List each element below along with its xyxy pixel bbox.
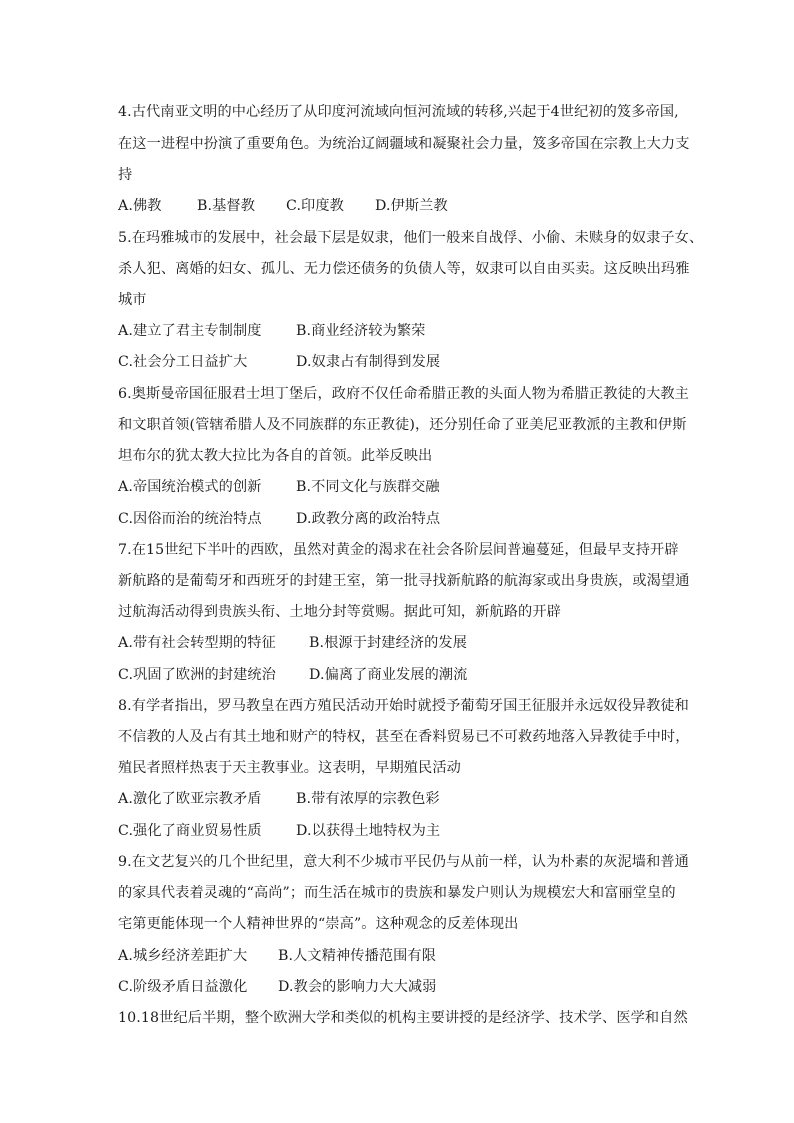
question-7-stem-line-3: 过航海活动得到贵族头衔、土地分封等赏赐。据此可知，新航路的开辟 — [118, 604, 561, 620]
option-a[interactable]: A.佛教 — [118, 198, 162, 214]
option-b[interactable]: B.不同文化与族群交融 — [296, 479, 440, 495]
option-b[interactable]: B.基督教 — [197, 198, 255, 214]
option-b[interactable]: B.根源于封建经济的发展 — [309, 635, 468, 651]
option-c[interactable]: C.印度教 — [286, 198, 344, 214]
option-d[interactable]: D.伊斯兰教 — [375, 198, 448, 214]
option-c[interactable]: C.社会分工日益扩大 — [118, 354, 248, 370]
question-9-stem-line-2: 的家具代表着灵魂的“高尚”；而生活在城市的贵族和暴发户则认为规模宏大和富丽堂皇的 — [118, 885, 676, 901]
option-b[interactable]: B.商业经济较为繁荣 — [296, 323, 426, 339]
option-c[interactable]: C.因俗而治的统治特点 — [118, 511, 262, 527]
option-b[interactable]: B.带有浓厚的宗教色彩 — [296, 791, 440, 807]
question-9-options-row-2 — [118, 977, 436, 997]
question-7-options-row-2 — [118, 665, 467, 685]
option-a[interactable]: A.帝国统治模式的创新 — [118, 479, 262, 495]
question-6-options-row-1 — [118, 477, 440, 497]
question-4-stem-line-1: 4.古代南亚文明的中心经历了从印度河流域向恒河流域的转移,兴起于4世纪初的笈多帝国, — [118, 104, 679, 120]
question-8-stem-line-1: 8.有学者指出，罗马教皇在西方殖民活动开始时就授予葡萄牙国王征服并永远奴役异教徒和 — [118, 698, 689, 714]
option-a[interactable]: A.激化了欧亚宗教矛盾 — [118, 791, 262, 807]
question-7-stem-line-2: 新航路的是葡萄牙和西班牙的封建王室，第一批寻找新航路的航海家或出身贵族，或渴望通 — [118, 573, 690, 589]
question-8-stem-line-2: 不信教的人及占有其土地和财产的特权，甚至在香料贸易已不可救药地落入异教徒手中时， — [118, 729, 690, 745]
question-7-options-row-1 — [118, 633, 467, 653]
question-8-stem-line-3: 殖民者照样热衷于天主教事业。这表明，早期殖民活动 — [118, 760, 461, 776]
option-c[interactable]: C.阶级矛盾日益激化 — [118, 979, 248, 995]
question-6-stem-line-1: 6.奥斯曼帝国征服君士坦丁堡后，政府不仅任命希腊正教的头面人物为希腊正教徒的大教主 — [118, 386, 689, 402]
question-5-stem-line-2: 杀人犯、离婚的妇女、孤儿、无力偿还债务的负债人等，奴隶可以自由买卖。这反映出玛雅 — [118, 261, 690, 277]
option-b[interactable]: B.人文精神传播范围有限 — [278, 948, 437, 964]
option-a[interactable]: A.建立了君主专制制度 — [118, 323, 262, 339]
question-9-options-row-1 — [118, 946, 436, 966]
question-10-stem-line-1: 10.18世纪后半期，整个欧洲大学和类似的机构主要讲授的是经济学、技术学、医学和自然 — [118, 1010, 688, 1026]
question-5-stem-line-1: 5.在玛雅城市的发展中，社会最下层是奴隶，他们一般来自战俘、小偷、未赎身的奴隶子女、 — [118, 230, 704, 246]
question-8-options-row-2 — [118, 821, 440, 841]
question-4-stem-line-3: 持 — [118, 167, 133, 183]
option-d[interactable]: D.政教分离的政治特点 — [296, 511, 441, 527]
question-4-options — [118, 196, 448, 216]
option-c[interactable]: C.强化了商业贸易性质 — [118, 823, 262, 839]
question-7-stem-line-1: 7.在15世纪下半叶的西欧，虽然对黄金的渴求在社会各阶层间普遍蔓延，但最早支持开辟 — [118, 542, 679, 558]
question-9-stem-line-1: 9.在文艺复兴的几个世纪里，意大利不少城市平民仍与从前一样，认为朴素的灰泥墙和普通 — [118, 854, 689, 870]
question-8-options-row-1 — [118, 789, 440, 809]
question-5-stem-line-3: 城市 — [118, 292, 147, 308]
question-6-options-row-2 — [118, 509, 440, 529]
option-c[interactable]: C.巩固了欧洲的封建统治 — [118, 667, 276, 683]
question-6-stem-line-3: 坦布尔的犹太教大拉比为各自的首领。此举反映出 — [118, 448, 433, 464]
question-9-stem-line-3: 宅第更能体现一个人精神世界的“崇高”。这种观念的反差体现出 — [118, 916, 519, 932]
option-d[interactable]: D.偏离了商业发展的潮流 — [309, 667, 468, 683]
option-d[interactable]: D.奴隶占有制得到发展 — [296, 354, 441, 370]
option-a[interactable]: A.带有社会转型期的特征 — [118, 635, 276, 651]
option-a[interactable]: A.城乡经济差距扩大 — [118, 948, 248, 964]
question-5-options-row-1 — [118, 321, 425, 341]
question-5-options-row-2 — [118, 352, 440, 372]
option-d[interactable]: D.教会的影响力大大减弱 — [278, 979, 437, 995]
option-d[interactable]: D.以获得土地特权为主 — [296, 823, 441, 839]
question-4-stem-line-2: 在这一进程中扮演了重要角色。为统治辽阔疆域和凝聚社会力量，笈多帝国在宗教上大力支 — [118, 136, 690, 152]
question-6-stem-line-2: 和文职首领(管辖希腊人及不同族群的东正教徒)，还分别任命了亚美尼亚教派的主教和伊斯 — [118, 417, 687, 433]
